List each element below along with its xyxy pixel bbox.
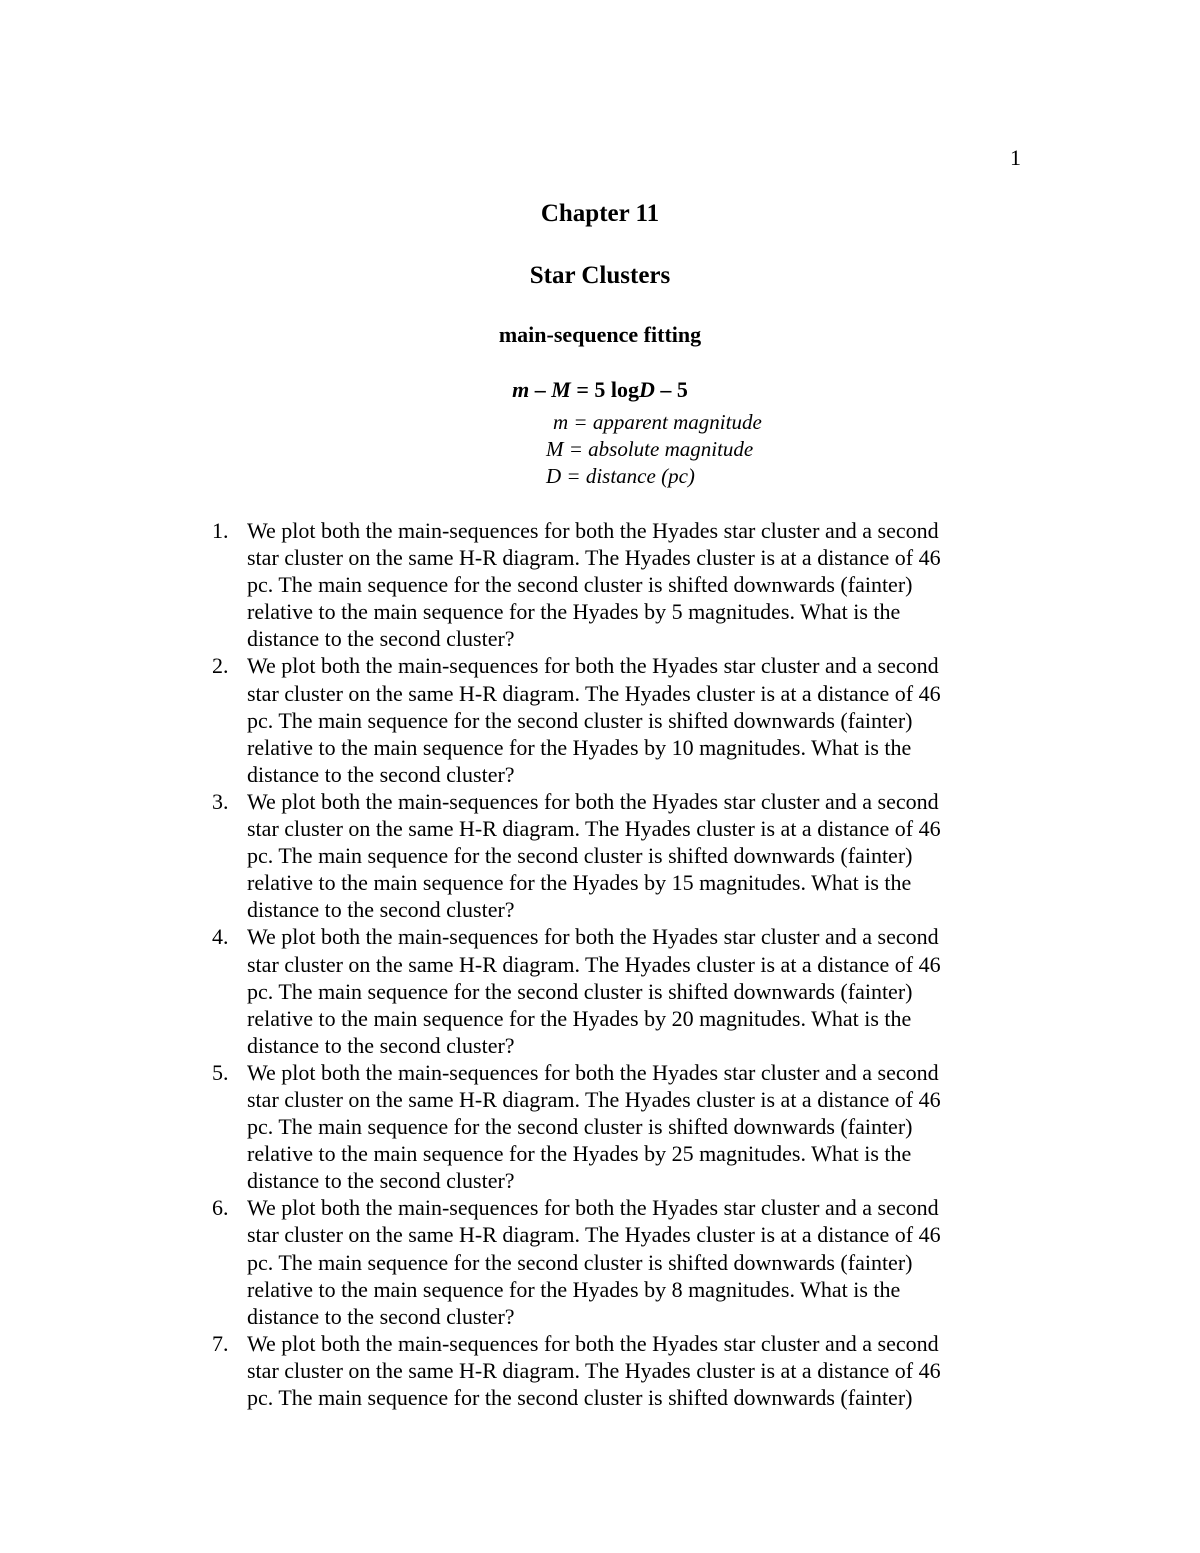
list-item [0,652,1200,787]
problem-line: relative to the main sequence for the Hyades by 25 magnitudes. What is the [247,1141,912,1167]
chapter-title: Chapter 11 [540,200,660,227]
list-item [0,517,1200,652]
problem-line: We plot both the main-sequences for both the Hyades star cluster and a second [247,924,939,950]
problem-line: star cluster on the same H-R diagram. The Hyades cluster is at a distance of 46 [247,1086,941,1112]
problem-number: 7. [212,1330,229,1356]
equation-M: M [551,377,571,402]
problem-text [247,652,1007,787]
problem-line: pc. The main sequence for the second cluster is shifted downwards (fainter) [247,572,913,598]
list-item [0,1059,1200,1194]
definition-m: m = apparent magnitude [553,410,762,434]
definition-M: M = absolute magnitude [546,437,754,461]
problem-list [0,517,1200,1411]
problem-number: 3. [212,788,229,814]
equation-coefficient: 5 [594,377,606,402]
problem-line: pc. The main sequence for the second cluster is shifted downwards (fainter) [247,1385,913,1410]
problem-line: pc. The main sequence for the second cluster is shifted downwards (fainter) [247,1114,913,1140]
problem-line: star cluster on the same H-R diagram. The Hyades cluster is at a distance of 46 [247,545,941,571]
problem-line: We plot both the main-sequences for both the Hyades star cluster and a second [247,1059,939,1085]
equation-minus-2: – [660,377,672,402]
equation-equals: = [576,377,589,402]
list-item [0,788,1200,923]
problem-line: pc. The main sequence for the second cluster is shifted downwards (fainter) [247,978,913,1004]
problem-text [247,1330,1007,1411]
subsection-title: main-sequence fitting [498,322,702,347]
problem-line: We plot both the main-sequences for both the Hyades star cluster and a second [247,518,939,543]
equation-m: m [512,377,530,402]
section-title: Star Clusters [529,262,671,289]
problem-line: relative to the main sequence for the Hyades by 10 magnitudes. What is the [247,734,912,760]
problem-text [247,517,1007,652]
problem-line: star cluster on the same H-R diagram. The Hyades cluster is at a distance of 46 [247,816,941,842]
problem-line: pc. The main sequence for the second cluster is shifted downwards (fainter) [247,843,913,869]
problem-number: 4. [212,924,229,950]
equation-minus: – [534,377,546,402]
problem-line: distance to the second cluster? [247,1303,515,1329]
problem-text [247,788,1007,923]
problem-text [247,1194,1007,1329]
problem-line: distance to the second cluster? [247,897,515,923]
problem-line: star cluster on the same H-R diagram. The Hyades cluster is at a distance of 46 [247,1357,941,1383]
problem-number: 6. [212,1195,229,1221]
problem-line: relative to the main sequence for the Hyades by 8 magnitudes. What is the [247,1276,901,1302]
problem-line: distance to the second cluster? [247,761,515,787]
problem-number: 5. [212,1059,229,1085]
distance-modulus-equation [0,375,1200,405]
equation-log: log [610,377,639,402]
equation-constant: 5 [676,377,688,402]
problem-line: relative to the main sequence for the Hyades by 5 magnitudes. What is the [247,599,901,625]
problem-line: star cluster on the same H-R diagram. The Hyades cluster is at a distance of 46 [247,951,941,977]
problem-line: We plot both the main-sequences for both the Hyades star cluster and a second [247,1195,939,1221]
problem-line: pc. The main sequence for the second cluster is shifted downwards (fainter) [247,1249,913,1275]
variable-definitions [540,409,762,490]
definition-D: D = distance (pc) [546,464,695,488]
problem-line: We plot both the main-sequences for both the Hyades star cluster and a second [247,788,939,814]
problem-line: relative to the main sequence for the Hyades by 15 magnitudes. What is the [247,870,912,896]
problem-line: distance to the second cluster? [247,626,515,652]
list-item [0,923,1200,1058]
problem-text [247,1059,1007,1194]
problem-line: relative to the main sequence for the Hyades by 20 magnitudes. What is the [247,1005,912,1031]
problem-text [247,923,1007,1058]
problem-line: distance to the second cluster? [247,1168,515,1194]
problem-line: distance to the second cluster? [247,1032,515,1058]
page-number: 1 [1010,145,1021,170]
problem-line: We plot both the main-sequences for both the Hyades star cluster and a second [247,1330,939,1356]
list-item [0,1330,1200,1411]
problem-line: We plot both the main-sequences for both the Hyades star cluster and a second [247,653,939,679]
problem-line: star cluster on the same H-R diagram. The Hyades cluster is at a distance of 46 [247,680,941,706]
list-item [0,1194,1200,1329]
problem-line: star cluster on the same H-R diagram. The Hyades cluster is at a distance of 46 [247,1222,941,1248]
equation-D: D [638,377,655,402]
problem-line: pc. The main sequence for the second cluster is shifted downwards (fainter) [247,707,913,733]
problem-number: 2. [212,653,229,679]
problem-number: 1. [212,518,229,543]
